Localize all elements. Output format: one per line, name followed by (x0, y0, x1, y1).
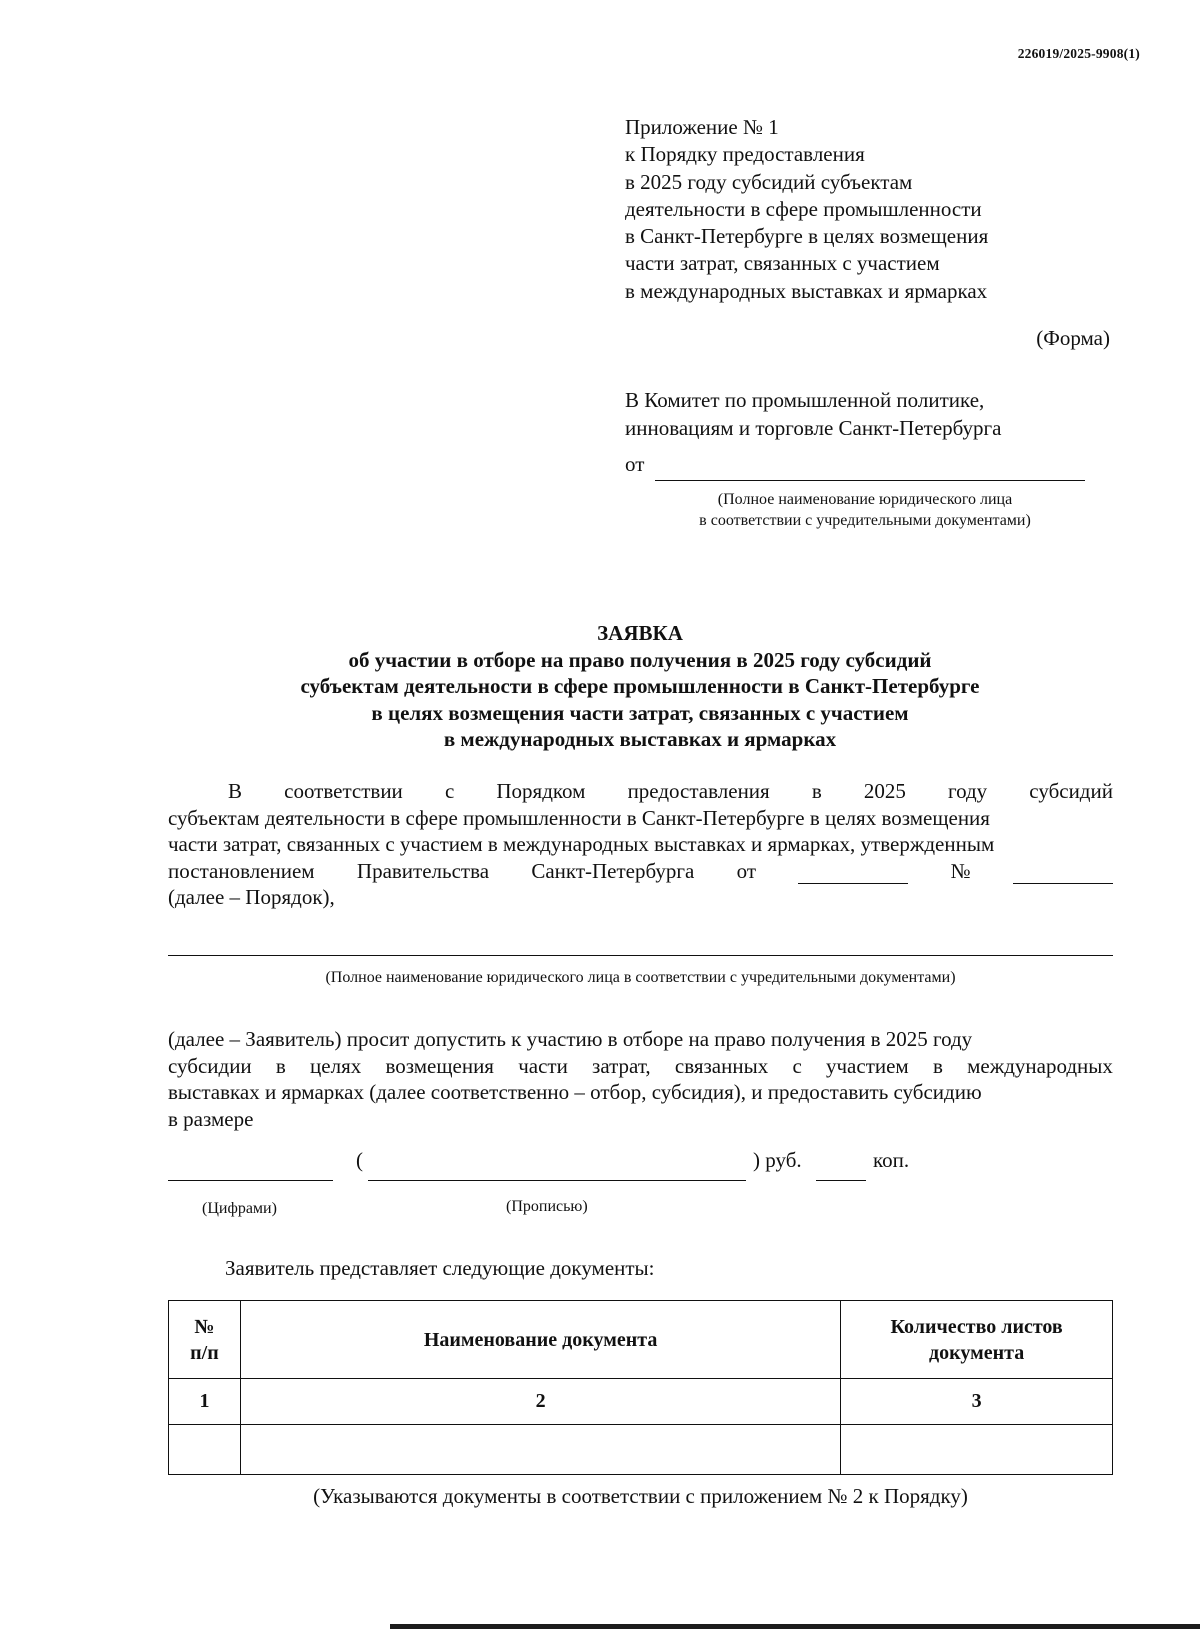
word: в (932, 1053, 943, 1078)
paragraph-line: субъектам деятельности в сфере промышленности в Санкт-Петербурге в целях возмещения (168, 805, 990, 830)
form-label: (Форма) (1036, 326, 1110, 350)
appendix-line: части затрат, связанных с участием (625, 251, 940, 276)
table-cell[interactable] (169, 1425, 241, 1475)
paragraph-line (168, 1053, 1113, 1080)
header-cell-number (169, 1301, 241, 1379)
appendix-line: Приложение № 1 (625, 115, 779, 139)
word: постановлением (168, 858, 315, 883)
scan-edge-divider (390, 1624, 1200, 1629)
word: соответствии (284, 779, 403, 803)
table-row (169, 1425, 1113, 1475)
document-title (160, 620, 1120, 753)
table-row (169, 1379, 1113, 1425)
open-paren: ( (356, 1148, 363, 1172)
appendix-line: в 2025 году субсидий субъектам (625, 169, 913, 194)
appendix-line: в международных выставках и ярмарках (625, 278, 988, 303)
amount-words-blank[interactable] (368, 1162, 746, 1181)
appendix-line: в Санкт-Петербурге в целях возмещения (625, 224, 989, 249)
column-number-cell: 2 (240, 1379, 840, 1425)
documents-table (168, 1300, 1113, 1475)
addressee-block (625, 386, 1001, 442)
subsidy-amount-row (168, 1148, 928, 1188)
paragraph-line: (далее – Заявитель) просит допустить к участию в отборе на право получения в 2025 году (168, 1027, 973, 1051)
word: в (811, 779, 822, 803)
word: возмещения (385, 1053, 494, 1078)
paragraph-line (168, 858, 1113, 885)
word: международных (967, 1053, 1113, 1078)
paragraph-line (168, 778, 1113, 805)
table-header-row (169, 1301, 1113, 1379)
document-registration-number: 226019/2025-9908(1) (1017, 46, 1140, 61)
paragraph-line: части затрат, связанных с участием в международных выставках и ярмарках, утвержденным (168, 832, 995, 856)
title-line: в международных выставках и ярмарках (443, 727, 837, 751)
word: 2025 (863, 779, 906, 803)
paragraph-line: в размере (168, 1106, 254, 1131)
word: предоставления (627, 779, 770, 803)
table-cell[interactable] (841, 1425, 1113, 1475)
decree-date-blank[interactable] (798, 865, 908, 884)
word: Порядком (496, 779, 586, 803)
addressee-line: В Комитет по промышленной политике, (625, 388, 985, 412)
word: Санкт-Петербурга (531, 858, 695, 883)
appendix-header (625, 114, 988, 305)
word: с (792, 1053, 802, 1078)
header-cell-sheet-count (841, 1301, 1113, 1379)
amount-digits-hint: (Цифрами) (202, 1200, 277, 1217)
column-number-cell: 3 (841, 1379, 1113, 1425)
word: затрат, (592, 1053, 651, 1078)
amount-words-hint: (Прописью) (506, 1198, 588, 1215)
word: участием (825, 1053, 909, 1078)
paragraph-line: выставках и ярмарках (далее соответственно – отбор, субсидия), и предоставить субсидию (168, 1080, 982, 1104)
title-line: субъектам деятельности в сфере промышленности в Санкт-Петербурге (300, 674, 980, 698)
word: В (228, 779, 243, 803)
column-number-cell: 1 (169, 1379, 241, 1425)
word: в (275, 1053, 286, 1078)
applicant-name-blank[interactable] (655, 480, 1085, 481)
word: Правительства (356, 858, 490, 883)
from-label: от (625, 452, 645, 476)
paragraph-line: (далее – Порядок), (168, 885, 335, 909)
decree-number-blank[interactable] (1013, 865, 1113, 884)
word: от (736, 858, 757, 883)
paragraph-basis (168, 778, 1113, 911)
kopecks-blank[interactable] (816, 1162, 866, 1181)
applicant-name-hint (630, 489, 1100, 531)
number-sign: № (950, 858, 971, 883)
title-line: об участии в отборе на право получения в 2025 году субсидий (348, 647, 932, 672)
header-text: Количество листов документа (890, 1315, 1063, 1364)
amount-digits-blank[interactable] (168, 1162, 333, 1181)
header-cell-document-name (240, 1301, 840, 1379)
kop-label: коп. (873, 1148, 910, 1172)
word: целях (310, 1053, 362, 1078)
header-text: № п/п (190, 1315, 219, 1364)
table-cell[interactable] (240, 1425, 840, 1475)
word: с (444, 779, 455, 803)
word: субсидий (1029, 779, 1113, 803)
title-heading: ЗАЯВКА (597, 621, 683, 645)
rub-label: ) руб. (753, 1148, 802, 1172)
paragraph-request (168, 1026, 1113, 1132)
appendix-line: к Порядку предоставления (625, 142, 865, 167)
addressee-line: инновациям и торговле Санкт-Петербурга (625, 416, 1002, 440)
hint-line: в соответствии с учредительными документами) (699, 512, 1031, 529)
word: субсидии (168, 1053, 252, 1078)
header-text: Наименование документа (423, 1328, 658, 1351)
documents-intro: Заявитель представляет следующие документы: (225, 1256, 655, 1280)
appendix-line: деятельности в сфере промышленности (625, 196, 982, 221)
word: части (518, 1053, 568, 1078)
title-line: в целях возмещения части затрат, связанных с участием (371, 700, 909, 725)
word: связанных (674, 1053, 769, 1078)
hint-line: (Полное наименование юридического лица (717, 491, 1013, 508)
applicant-full-name-hint: (Полное наименование юридического лица в соответствии с учредительными документами) (325, 969, 956, 986)
documents-note: (Указываются документы в соответствии с приложением № 2 к Порядку) (313, 1484, 968, 1508)
applicant-full-name-blank[interactable] (168, 955, 1113, 956)
word: году (948, 779, 988, 803)
